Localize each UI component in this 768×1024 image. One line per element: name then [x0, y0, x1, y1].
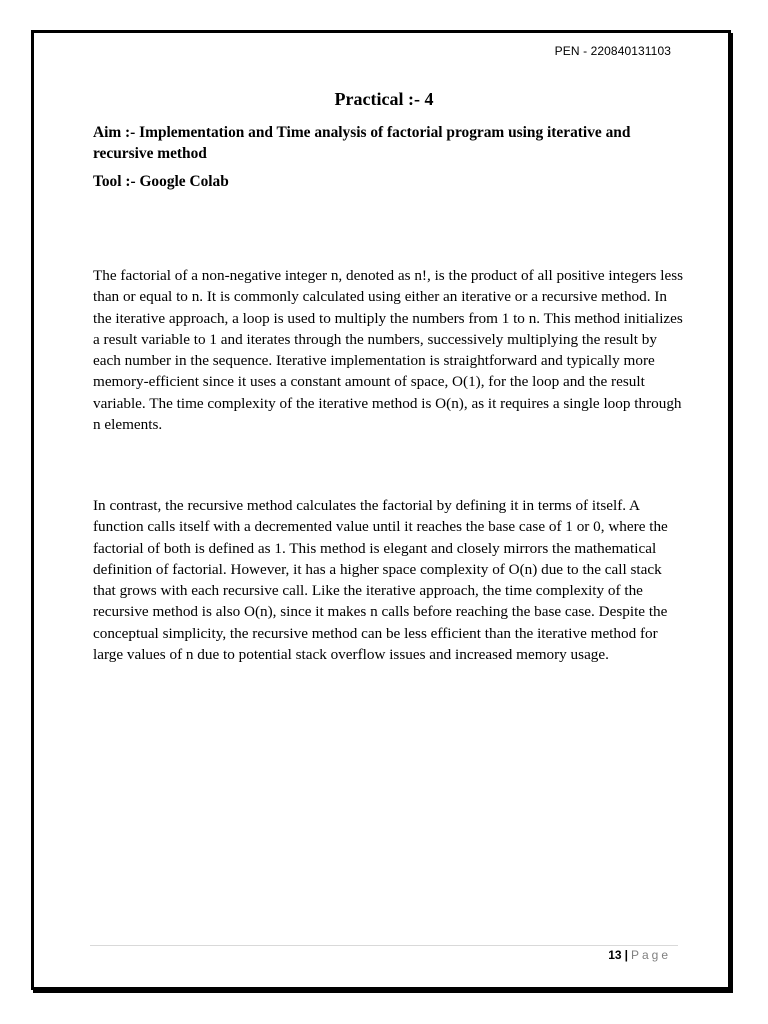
footer-divider — [90, 945, 678, 946]
page-label: Page — [630, 948, 671, 962]
page-title: Practical :- 4 — [334, 89, 434, 109]
footer — [608, 948, 671, 962]
footer-separator: | — [624, 948, 628, 962]
tool-text: Tool :- Google Colab — [93, 173, 229, 190]
paragraph-recursive: In contrast, the recursive method calculates the factorial by defining it in terms of itself. A function calls itself with a decremented value until it reaches the base case of 1 or 0, where the factorial of both is defined as 1. This method is elegant and closely mirrors the mathematical definition of factorial. However, it has a higher space complexity of O(n) due to the call stack that grows with each recursive call. Like the iterative approach, the time complexity of the recursive method is also O(n), since it makes n calls before reaching the base case. Despite the conceptual simplicity, the recursive method can be less efficient than the iterative method for large values of n due to potential stack overflow issues and increased memory usage. — [93, 497, 668, 664]
aim-text: Aim :- Implementation and Time analysis of factorial program using iterative and recursive method — [93, 124, 631, 162]
page-number: 13 — [608, 948, 622, 962]
header-pen-number: PEN - 220840131103 — [554, 44, 671, 58]
paragraph-iterative: The factorial of a non-negative integer n, denoted as n!, is the product of all positive integers less than or equal to n. It is commonly calculated using either an iterative or a recursive method. In the iterative approach, a loop is used to multiply the numbers from 1 to n. This method initializes a result variable to 1 and iterates through the numbers, successively multiplying the result by each number in the sequence. Iterative implementation is straightforward and typically more memory-efficient since it uses a constant amount of space, O(1), for the loop and the result variable. The time complexity of the iterative method is O(n), as it requires a single loop through n elements. — [93, 267, 684, 434]
